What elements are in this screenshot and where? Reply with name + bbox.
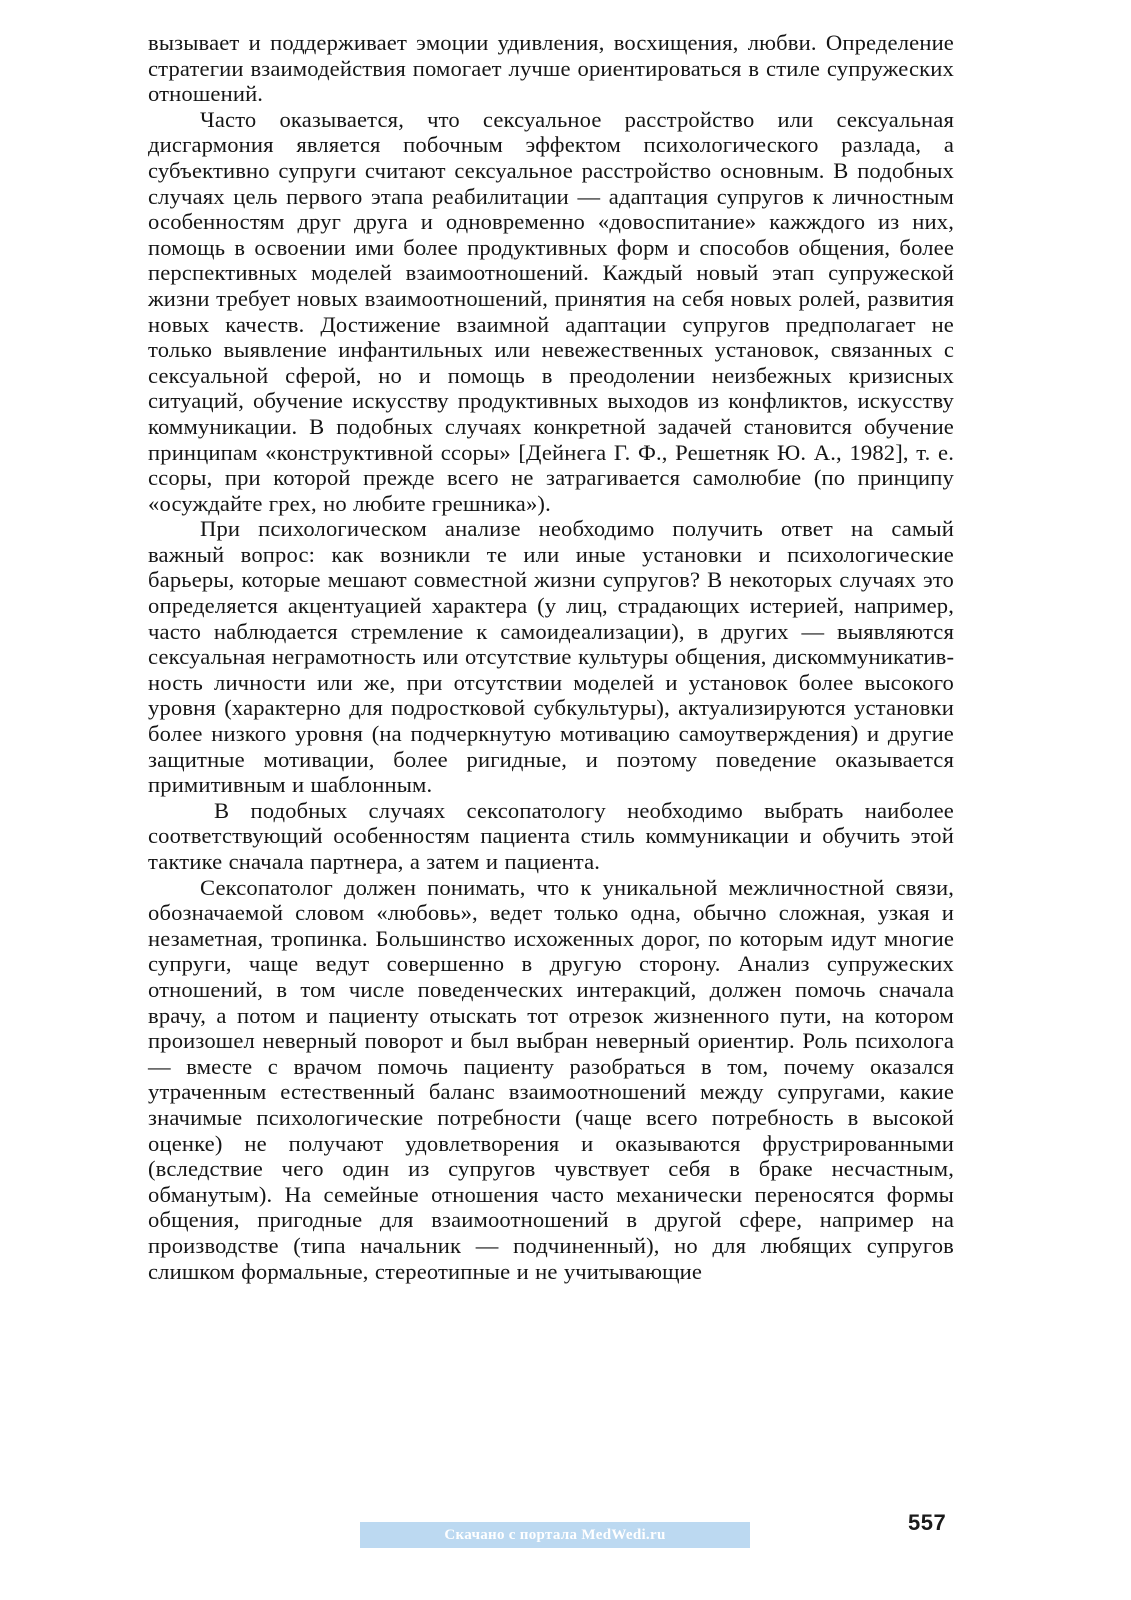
paragraph-3: При психологическом анализе необходимо получить ответ на самый важный вопрос: как возникли те или иные установки и психологические барьеры, которые мешают совместной жизни супругов? В некоторых случаях это определяется акцентуацией характера (у лиц, страдающих истерией, например, часто наблюдается стремление к самоидеализации), в других — выявляются сексуальная неграмотность или отсутствие культуры общения, дискоммуникативность личности или же, при отсутствии моделей и установок более высокого уровня (характерно для подростковой субкультуры), актуализируются установки более низкого уровня (на подчеркнутую мотивацию самоутверждения) и другие защитные мотивации, более ригидные, и поэтому поведение оказывается примитивным и шаблонным.: [148, 516, 954, 798]
paragraph-1: вызывает и поддерживает эмоции удивления, восхищения, любви. Определение стратегии взаимодействия помогает лучше ориентироваться в стиле супружеских отношений.: [148, 30, 954, 107]
page-body: [148, 30, 954, 1510]
paragraph-2: Часто оказывается, что сексуальное расстройство или сексуальная дисгармония является побочным эффектом психологического разлада, а субъективно супруги считают сексуальное расстройство основным. В подобных случаях цель первого этапа реабилитации — адаптация супругов к личностным особенностям друг друга и одновременно «довоспитание» кажждого из них, помощь в освоении ими более продуктивных форм и способов общения, более перспективных моделей взаимоотношений. Каждый новый этап супружеской жизни требует новых взаимоотношений, принятия на себя новых ролей, развития новых качеств. Достижение взаимной адаптации супругов предполагает не только выявление инфантильных или невежественных установок, связанных с сексуальной сферой, но и помощь в преодолении неизбежных кризисных ситуаций, обучение искусству продуктивных выходов из конфликтов, искусству коммуникации. В подобных случаях конкретной задачей становится обучение принципам «конструктивной ссоры» [Дейнега Г. Ф., Решетняк Ю. А., 1982], т. е. ссоры, при которой прежде всего не затрагивается самолюбие (по принципу «осуждайте грех, но любите грешника»).: [148, 106, 954, 516]
paragraph-5: Сексопатолог должен понимать, что к уникальной межличностной связи, обозначаемой словом «любовь», ведет только одна, обычно сложная, узкая и незаметная, тропинка. Большинство исхоженных дорог, по которым идут многие супруги, чаще ведут совершенно в другую сторону. Анализ супружеских отношений, в том числе поведенческих интеракций, должен помочь сначала врачу, а потом и пациенту отыскать тот отрезок жизненного пути, на котором произошел неверный поворот и был выбран неверный ориентир. Роль психолога — вместе с врачом помочь пациенту разобраться в том, почему оказался утраченным естественный баланс взаимоотношений между супругами, какие значимые психологические потребности (чаще всего потребность в высокой оценке) не получают удовлетворения и оказываются фрустрированными (вследствие чего один из супругов чувствует себя в браке несчастным, обманутым). На семейные отношения часто механически переносятся формы общения, пригодные для взаимоотношений в другой сфере, например на производстве (типа начальник — подчиненный), но для любящих супругов слишком формальные, стереотипные и не учитывающие: [148, 874, 954, 1284]
paragraph-4: В подобных случаях сексопатологу необходимо выбрать наиболее соответствующий особенностям пациента стиль коммуникации и обучить этой тактике сначала партнера, а затем и пациента.: [148, 797, 954, 874]
page-number: 557: [908, 1510, 947, 1535]
watermark-banner: Скачано с портала MedWedi.ru: [360, 1522, 750, 1548]
